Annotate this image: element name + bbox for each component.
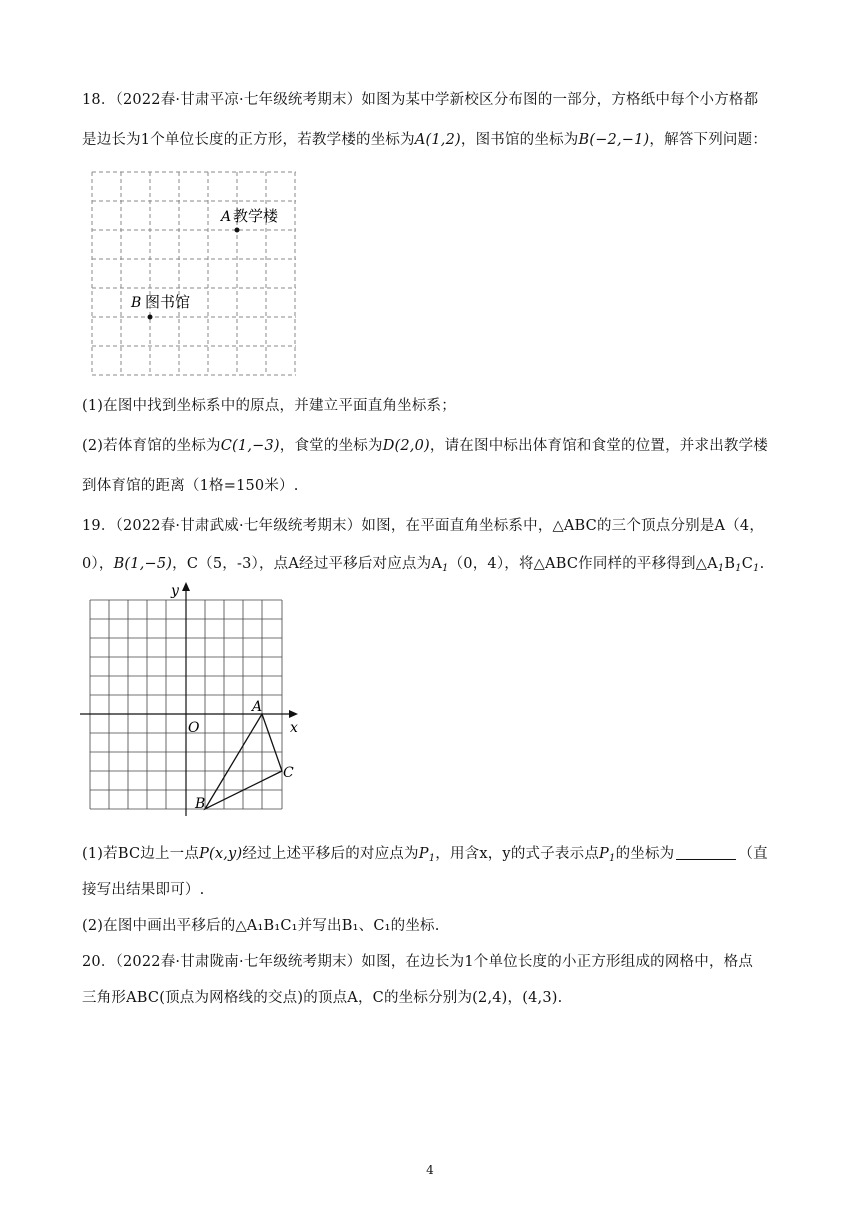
q18-part2-line2: 到体育馆的距离（1格=150米）. <box>82 478 299 494</box>
q19-axis-y-label: y <box>171 583 179 599</box>
q18-point-a <box>235 228 240 233</box>
q19-line2-c: ，C（5，-3），点A经过平移后对应点为A <box>172 556 443 572</box>
q19-part2: (2)在图中画出平移后的△A₁B₁C₁并写出B₁、C₁的坐标. <box>82 918 440 934</box>
q19-origin-label: O <box>188 720 200 736</box>
q19-part1-h: （直 <box>738 846 768 862</box>
q18-line2 <box>82 128 767 149</box>
q19-axis-x-label: x <box>290 720 298 736</box>
q18-grid-figure <box>90 170 300 380</box>
q18-point-b <box>148 315 153 320</box>
q19-point-p1-b: P <box>599 846 609 862</box>
q18-label-a: A <box>221 209 232 225</box>
q18-part2-a: (2)若体育馆的坐标为 <box>82 438 221 454</box>
q18-label-b: B <box>131 295 142 311</box>
page-number: 4 <box>426 1163 434 1177</box>
q19-coordinate-figure <box>78 580 308 820</box>
q19-point-p: P(x,y) <box>199 846 243 862</box>
q18-part2-e: ，请在图中标出体育馆和食堂的位置，并求出教学楼 <box>429 438 768 454</box>
q19-x-arrow-icon <box>289 710 298 718</box>
q18-grid <box>92 172 296 375</box>
q19-line2-d: （0，4），将△ABC作同样的平移得到△A <box>448 556 718 572</box>
q19-point-p1: P <box>418 846 429 862</box>
q18-line2-e: ，解答下列问题： <box>649 132 768 148</box>
q19-point-b-label: B <box>195 796 206 812</box>
q18-part2-c: ，食堂的坐标为 <box>279 438 383 454</box>
q19-line2-g: . <box>759 556 765 572</box>
q19-triangle-abc <box>205 714 282 809</box>
q18-line2-a: 是边长为1个单位长度的正方形，若教学楼的坐标为 <box>82 132 415 148</box>
q18-label-a-text: 教学楼 <box>233 207 279 225</box>
q18-part2 <box>82 434 768 455</box>
q19-part1-e: ，用含x，y的式子表示点 <box>435 846 600 862</box>
q19-point-a-label: A <box>252 699 263 715</box>
q19-answer-blank[interactable] <box>676 847 736 860</box>
q19-part1-g: 的坐标为 <box>615 846 675 862</box>
q18-coord-a: A(1,2) <box>414 132 461 148</box>
q18-coord-d: D(2,0) <box>382 438 430 454</box>
q18-part1: (1)在图中找到坐标系中的原点，并建立平面直角坐标系； <box>82 398 456 414</box>
q19-coord-b: B(1,−5) <box>113 556 173 572</box>
q19-line2: 0），B(1,−5)，C（5，-3），点A经过平移后对应点为$A_1(0$，4），将△ABC作同样的平移得到$\triangle A_1B_1C_1$. <box>82 556 765 574</box>
q19-line2-e: B <box>724 556 736 572</box>
q19-part1-c: 经过上述平移后的对应点为 <box>242 846 419 862</box>
q19-part1-line2: 接写出结果即可）. <box>82 882 205 898</box>
q18-line2-c: ，图书馆的坐标为 <box>460 132 579 148</box>
q20-line1: 20．（2022春·甘肃陇南·七年级统考期末）如图，在边长为1个单位长度的小正方形组成的网格中，格点 <box>82 954 754 970</box>
q19-y-arrow-icon <box>182 582 190 591</box>
q19-line2-a: 0）， <box>82 556 114 572</box>
q19-part1-a: (1)若BC边上一点 <box>82 846 200 862</box>
q19-point-c-label: C <box>283 765 294 781</box>
q19-line2-f: C <box>741 556 754 572</box>
q20-line2: 三角形ABC(顶点为网格线的交点)的顶点A，C的坐标分别为(2,4)，(4,3). <box>82 990 563 1006</box>
q18-coord-b: B(−2,−1) <box>578 132 650 148</box>
q19-line1: 19．（2022春·甘肃武威·七年级统考期末）如图，在平面直角坐标系中，△ABC的三个顶点分别是A（4， <box>82 518 765 534</box>
q18-line1: 18．（2022春·甘肃平凉·七年级统考期末）如图为某中学新校区分布图的一部分，方格纸中每个小方格都 <box>82 92 759 108</box>
q18-coord-c: C(1,−3) <box>220 438 280 454</box>
q18-label-b-text: 图书馆 <box>145 293 191 311</box>
q19-part1: (1)若BC边上一点P(x,y)经过上述平移后的对应点为$P_1$，用含x，y的式子表示点$P_1$的坐标为 （直 <box>82 846 768 864</box>
